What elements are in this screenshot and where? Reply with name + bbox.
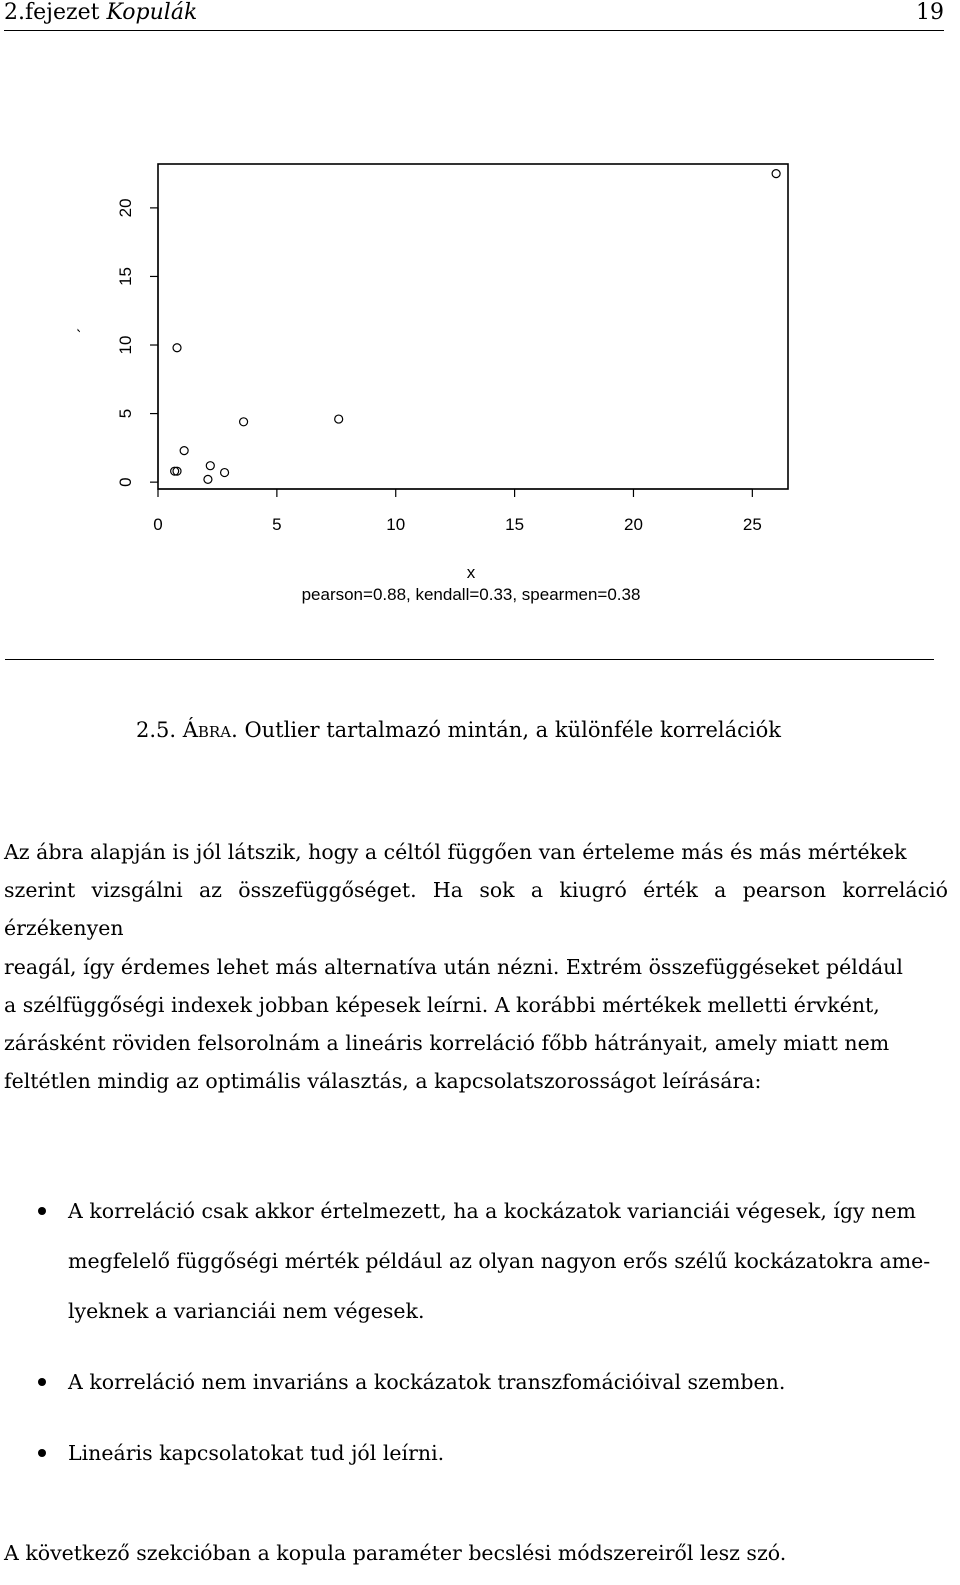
list-item-line: Lineáris kapcsolatokat tud jól leírni. xyxy=(68,1441,445,1465)
correlation-subtitle: pearson=0.88, kendall=0.33, spearmen=0.38 xyxy=(301,585,641,604)
figure-divider xyxy=(5,659,934,660)
body-paragraph xyxy=(4,833,948,1100)
bullet-icon xyxy=(38,1449,46,1457)
page-number: 19 xyxy=(916,0,944,25)
list-item-line: A korreláció nem invariáns a kockázatok transzfomációival szemben. xyxy=(68,1370,786,1394)
data-point xyxy=(204,475,212,483)
paragraph-line: zárásként röviden felsorolnám a lineáris korreláció főbb hátrányait, amely miatt nem xyxy=(4,1031,890,1056)
paragraph-line: reagál, így érdemes lehet más alternatíva után nézni. Extrém összefüggéseket például xyxy=(4,954,903,979)
bullet-icon xyxy=(38,1207,46,1215)
paragraph-line: feltétlen mindig az optimális választás, a kapcsolatszorosságot leírására: xyxy=(4,1069,762,1094)
bullet-icon xyxy=(38,1378,46,1386)
y-axis xyxy=(116,198,158,486)
chapter-title: Kopulák xyxy=(106,0,198,25)
list-item-line: lyeknek a varianciái nem végesek. xyxy=(68,1299,425,1323)
data-point xyxy=(173,344,181,352)
chapter-heading xyxy=(4,0,197,26)
y-tick-label: 5 xyxy=(116,408,135,419)
running-header xyxy=(4,0,944,31)
x-tick-label: 15 xyxy=(505,515,525,534)
x-axis xyxy=(153,489,762,534)
data-point xyxy=(180,447,188,455)
data-point xyxy=(221,469,229,477)
data-point xyxy=(240,418,248,426)
x-tick-label: 0 xyxy=(153,515,163,534)
plot-frame xyxy=(158,164,788,489)
data-point xyxy=(335,415,343,423)
x-tick-label: 10 xyxy=(386,515,406,534)
list-item-line: megfelelő függőségi mérték például az olyan nagyon erős szélű kockázatokra ame- xyxy=(68,1249,931,1273)
paragraph-line: Az ábra alapján is jól látszik, hogy a céltól függően van érteleme más és más mértékek xyxy=(4,840,907,864)
y-axis-label: ´ xyxy=(75,327,94,333)
y-tick-label: 15 xyxy=(116,266,135,286)
caption-text: Outlier tartalmazó mintán, a különféle korrelációk xyxy=(244,718,781,742)
list-item-line: A korreláció csak akkor értelmezett, ha a kockázatok varianciái végesek, így nem xyxy=(68,1199,916,1223)
paragraph-line: szerint vizsgálni az összefüggőséget. Ha sok a kiugró érték a pearson korreláció érzékenyen xyxy=(4,878,948,941)
paragraph-line: a szélfüggőségi indexek jobban képesek leírni. A korábbi mértékek melletti érvként, xyxy=(4,992,880,1017)
scatter-plot xyxy=(0,150,960,620)
x-tick-label: 5 xyxy=(272,515,282,534)
x-tick-label: 20 xyxy=(624,515,643,534)
y-tick-label: 20 xyxy=(116,198,135,218)
caption-label: 2.5. Ábra. xyxy=(136,718,238,742)
closing-sentence: A következő szekcióban a kopula paraméter becslési módszereiről lesz szó. xyxy=(4,1541,787,1565)
data-points xyxy=(171,170,780,484)
x-axis-label: x xyxy=(466,563,476,582)
chapter-number: 2.fejezet xyxy=(4,0,100,25)
y-tick-label: 0 xyxy=(116,477,135,487)
data-point xyxy=(206,462,214,470)
scatter-figure xyxy=(0,150,960,620)
figure-caption xyxy=(136,714,781,746)
y-tick-label: 10 xyxy=(116,335,135,355)
x-tick-label: 25 xyxy=(742,515,762,534)
data-point xyxy=(772,170,780,178)
